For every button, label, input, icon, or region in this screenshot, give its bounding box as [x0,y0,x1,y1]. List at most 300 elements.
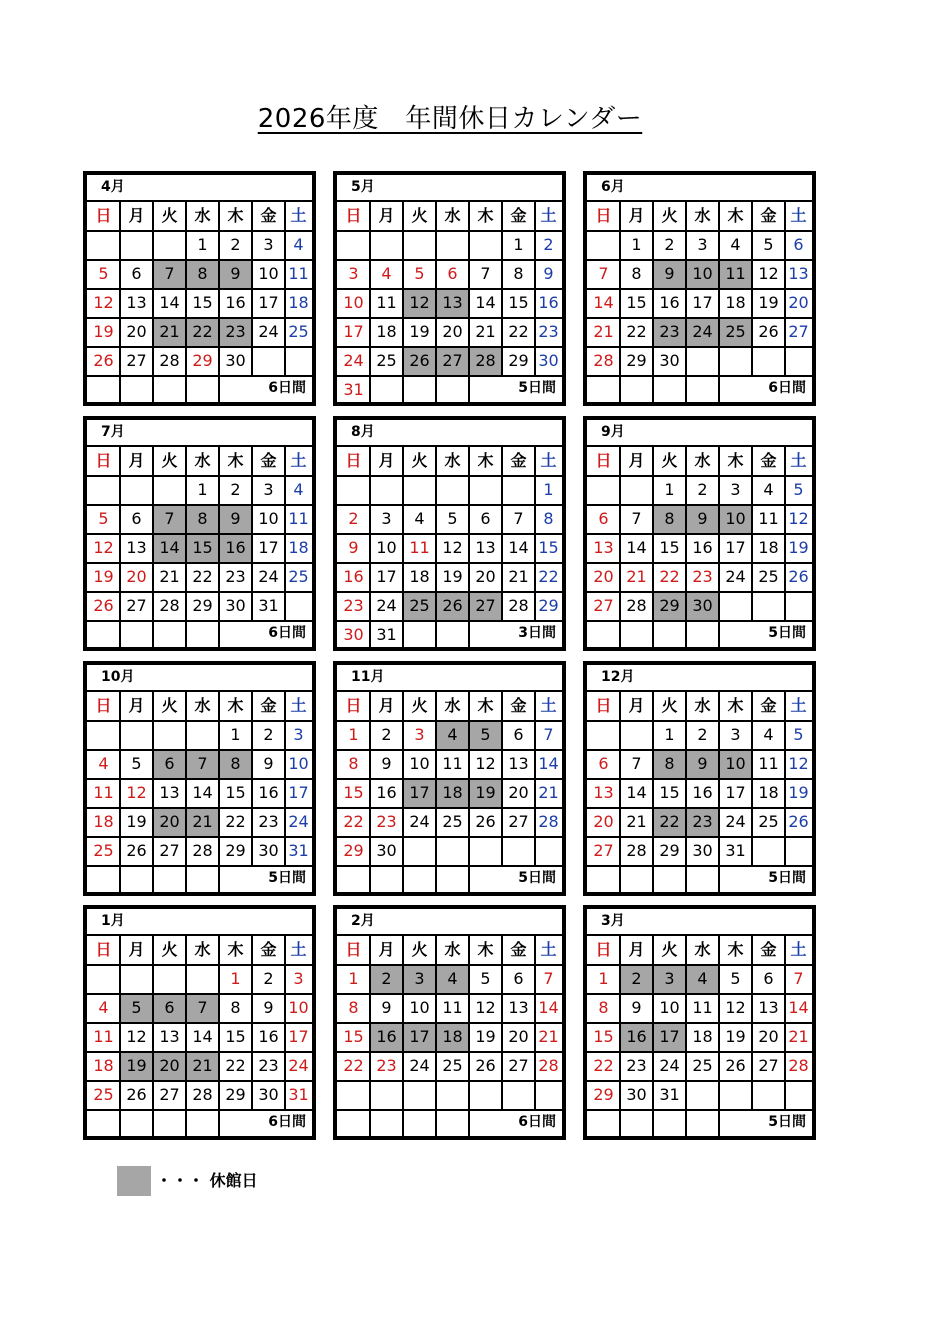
day-cell: 6 [513,969,524,988]
day-cell: 28 [469,347,502,376]
day-cell: 25 [403,592,436,621]
grid-line [119,447,121,647]
weekday-header: 金 [760,696,777,715]
day-cell: 21 [626,567,647,586]
weekday-header: 木 [477,696,494,715]
day-cell: 6 [131,509,142,528]
month-title: 1月 [87,909,312,936]
day-cell: 5 [447,509,458,528]
day-cell: 20 [758,1027,779,1046]
day-cell: 10 [343,293,364,312]
day-cell: 20 [475,567,496,586]
day-cell: 21 [593,322,614,341]
month-calendar [83,416,316,651]
day-cell: 20 [442,322,463,341]
day-cell: 20 [508,1027,529,1046]
day-cell: 17 [376,567,397,586]
grid-line [218,692,220,892]
day-cell: 25 [758,567,779,586]
day-cell: 28 [593,351,614,370]
day-cell: 18 [758,538,779,557]
grid-line [468,936,470,1136]
day-cell: 25 [442,812,463,831]
day-cell: 25 [288,322,309,341]
day-cell: 2 [620,965,653,994]
grid-line [119,936,121,1136]
month-total-days: 5日間 [268,870,306,886]
day-cell: 25 [442,1056,463,1075]
day-cell: 2 [664,235,675,254]
day-cell: 20 [153,808,186,837]
day-cell: 23 [376,1056,397,1075]
day-cell: 13 [159,1027,180,1046]
day-cell: 15 [593,1027,614,1046]
grid-line [369,202,371,402]
day-cell: 5 [131,754,142,773]
grid-line [218,447,220,647]
month-title: 8月 [337,420,562,447]
day-cell: 23 [653,318,686,347]
day-cell: 12 [788,509,809,528]
day-cell: 23 [258,812,279,831]
day-cell: 3 [730,725,741,744]
weekday-header: 日 [595,206,612,225]
day-cell: 26 [93,596,114,615]
weekday-header: 水 [194,940,211,959]
day-cell: 3 [263,480,274,499]
day-cell: 16 [620,1023,653,1052]
day-cell: 12 [725,998,746,1017]
day-cell: 14 [788,998,809,1017]
day-cell: 9 [219,505,252,534]
weekday-header: 木 [477,940,494,959]
day-cell: 22 [343,812,364,831]
day-cell: 21 [538,783,559,802]
month-day-grid [587,936,812,1136]
day-cell: 21 [475,322,496,341]
weekday-header: 日 [345,940,362,959]
day-cell: 13 [159,783,180,802]
day-cell: 16 [258,1027,279,1046]
day-cell: 25 [758,812,779,831]
grid-line [784,936,786,1110]
day-cell: 1 [230,969,241,988]
day-cell: 4 [381,264,392,283]
day-cell: 2 [230,480,241,499]
day-cell: 2 [370,965,403,994]
day-cell: 5 [730,969,741,988]
day-cell: 16 [538,293,559,312]
day-cell: 26 [126,1085,147,1104]
weekday-header: 水 [694,206,711,225]
grid-line [501,936,503,1110]
grid-line [685,447,687,647]
day-cell: 11 [409,538,430,557]
day-cell: 31 [725,841,746,860]
day-cell: 4 [414,509,425,528]
day-cell: 8 [653,505,686,534]
day-cell: 2 [348,509,359,528]
day-cell: 27 [508,1056,529,1075]
day-cell: 18 [725,293,746,312]
weekday-header: 金 [260,940,277,959]
day-cell: 23 [225,567,246,586]
day-cell: 16 [659,293,680,312]
grid-line [119,692,121,892]
weekday-header: 火 [161,451,178,470]
weekday-header: 土 [290,940,307,959]
day-cell: 19 [758,293,779,312]
day-cell: 14 [626,538,647,557]
grid-line [685,692,687,892]
month-calendar [333,416,566,651]
grid-line [369,447,371,647]
grid-line [251,447,253,621]
weekday-header: 火 [661,206,678,225]
day-cell: 18 [288,538,309,557]
month-title: 6月 [587,175,812,202]
weekday-header: 木 [227,451,244,470]
grid-line [468,202,470,402]
weekday-header: 水 [444,696,461,715]
weekday-header: 金 [510,206,527,225]
month-calendar [333,905,566,1140]
day-cell: 7 [186,994,219,1023]
day-cell: 20 [126,322,147,341]
day-cell: 29 [538,596,559,615]
day-cell: 28 [159,596,180,615]
day-cell: 4 [98,754,109,773]
day-cell: 23 [686,808,719,837]
day-cell: 6 [153,994,186,1023]
day-cell: 29 [593,1085,614,1104]
day-cell: 12 [93,293,114,312]
day-cell: 6 [153,750,186,779]
grid-line [534,936,536,1110]
day-cell: 29 [508,351,529,370]
day-cell: 15 [343,783,364,802]
day-cell: 22 [593,1056,614,1075]
month-calendar [333,661,566,896]
day-cell: 18 [692,1027,713,1046]
day-cell: 12 [475,754,496,773]
day-cell: 28 [788,1056,809,1075]
weekday-header: 土 [290,451,307,470]
grid-line [435,692,437,892]
month-total-days: 5日間 [518,870,556,886]
day-cell: 8 [513,264,524,283]
day-cell: 24 [343,351,364,370]
day-cell: 27 [126,351,147,370]
month-total-days: 5日間 [768,625,806,641]
day-cell: 14 [538,998,559,1017]
day-cell: 22 [225,812,246,831]
day-cell: 4 [763,480,774,499]
weekday-header: 水 [694,940,711,959]
weekday-header: 火 [411,206,428,225]
day-cell: 1 [348,725,359,744]
day-cell: 23 [626,1056,647,1075]
day-cell: 2 [263,725,274,744]
weekday-header: 土 [540,206,557,225]
grid-line [652,202,654,402]
day-cell: 10 [288,998,309,1017]
day-cell: 9 [631,998,642,1017]
day-cell: 6 [447,264,458,283]
weekday-header: 月 [128,451,145,470]
day-cell: 14 [192,783,213,802]
month-calendar [83,171,316,406]
grid-line [435,447,437,647]
day-cell: 27 [508,812,529,831]
day-cell: 13 [126,293,147,312]
day-cell: 5 [763,235,774,254]
grid-line [185,447,187,647]
grid-line [119,202,121,402]
weekday-header: 金 [760,940,777,959]
page-title [0,98,900,135]
day-cell: 19 [120,1052,153,1081]
month-total-days: 6日間 [768,380,806,396]
day-cell: 14 [626,783,647,802]
weekday-header: 土 [790,206,807,225]
day-cell: 30 [626,1085,647,1104]
day-cell: 17 [725,783,746,802]
day-cell: 24 [725,567,746,586]
day-cell: 15 [225,783,246,802]
weekday-header: 木 [727,206,744,225]
day-cell: 30 [659,351,680,370]
day-cell: 21 [159,567,180,586]
day-cell: 25 [376,351,397,370]
grid-line [284,692,286,866]
day-cell: 23 [376,812,397,831]
day-cell: 26 [475,1056,496,1075]
month-total-days: 3日間 [518,625,556,641]
month-title: 3月 [587,909,812,936]
month-day-grid [337,936,562,1136]
day-cell: 10 [719,505,752,534]
day-cell: 5 [469,721,502,750]
day-cell: 17 [692,293,713,312]
day-cell: 30 [376,841,397,860]
day-cell: 15 [343,1027,364,1046]
day-cell: 1 [664,480,675,499]
day-cell: 31 [343,380,364,399]
day-cell: 6 [513,725,524,744]
month-calendar [583,905,816,1140]
grid-line [218,936,220,1136]
day-cell: 9 [686,505,719,534]
day-cell: 10 [659,998,680,1017]
day-cell: 8 [230,998,241,1017]
day-cell: 31 [288,1085,309,1104]
day-cell: 3 [653,965,686,994]
weekday-header: 木 [477,206,494,225]
day-cell: 18 [93,812,114,831]
weekday-header: 日 [345,696,362,715]
day-cell: 4 [686,965,719,994]
day-cell: 1 [513,235,524,254]
day-cell: 28 [192,841,213,860]
day-cell: 15 [508,293,529,312]
grid-line [369,692,371,892]
day-cell: 21 [508,567,529,586]
day-cell: 10 [258,264,279,283]
day-cell: 3 [697,235,708,254]
day-cell: 26 [93,351,114,370]
grid-line [751,202,753,376]
month-day-grid [87,692,312,892]
day-cell: 6 [793,235,804,254]
day-cell: 29 [225,1085,246,1104]
month-total-days: 6日間 [268,380,306,396]
weekday-header: 木 [227,940,244,959]
day-cell: 2 [543,235,554,254]
grid-line [251,202,253,376]
day-cell: 30 [538,351,559,370]
weekday-header: 月 [628,206,645,225]
day-cell: 16 [692,783,713,802]
day-cell: 12 [126,783,147,802]
day-cell: 10 [686,260,719,289]
weekday-header: 火 [411,696,428,715]
grid-line [784,692,786,866]
day-cell: 18 [93,1056,114,1075]
weekday-header: 日 [595,696,612,715]
day-cell: 5 [98,264,109,283]
day-cell: 4 [436,721,469,750]
day-cell: 4 [293,235,304,254]
day-cell: 11 [288,509,309,528]
month-total-days: 5日間 [768,1114,806,1130]
day-cell: 12 [475,998,496,1017]
day-cell: 19 [469,779,502,808]
day-cell: 19 [475,1027,496,1046]
day-cell: 7 [513,509,524,528]
grid-line [185,936,187,1136]
day-cell: 17 [258,293,279,312]
day-cell: 28 [626,596,647,615]
day-cell: 16 [343,567,364,586]
day-cell: 28 [538,1056,559,1075]
day-cell: 12 [442,538,463,557]
grid-line [619,692,621,892]
day-cell: 8 [653,750,686,779]
month-calendar [83,905,316,1140]
day-cell: 16 [376,783,397,802]
day-cell: 27 [593,841,614,860]
weekday-header: 金 [260,206,277,225]
day-cell: 12 [93,538,114,557]
day-cell: 17 [403,1023,436,1052]
day-cell: 10 [719,750,752,779]
day-cell: 26 [475,812,496,831]
day-cell: 7 [153,260,186,289]
day-cell: 22 [659,567,680,586]
day-cell: 8 [348,754,359,773]
day-cell: 19 [93,567,114,586]
grid-line [435,936,437,1136]
day-cell: 30 [225,596,246,615]
month-day-grid [587,692,812,892]
weekday-header: 土 [790,940,807,959]
grid-line [751,692,753,866]
day-cell: 11 [93,1027,114,1046]
month-day-grid [337,692,562,892]
day-cell: 3 [293,969,304,988]
day-cell: 24 [288,812,309,831]
grid-line [402,202,404,402]
month-day-grid [87,936,312,1136]
grid-line [718,447,720,647]
grid-line [435,202,437,402]
grid-line [402,447,404,647]
day-cell: 3 [414,725,425,744]
day-cell: 4 [730,235,741,254]
weekday-header: 土 [790,451,807,470]
weekday-header: 月 [128,696,145,715]
weekday-header: 金 [510,451,527,470]
day-cell: 7 [631,509,642,528]
day-cell: 24 [659,1056,680,1075]
grid-line [619,936,621,1136]
day-cell: 11 [758,754,779,773]
day-cell: 11 [288,264,309,283]
day-cell: 3 [263,235,274,254]
weekday-header: 木 [477,451,494,470]
day-cell: 20 [508,783,529,802]
month-title: 12月 [587,665,812,692]
weekday-header: 日 [95,451,112,470]
day-cell: 21 [186,808,219,837]
grid-line [685,936,687,1136]
day-cell: 19 [126,812,147,831]
day-cell: 2 [263,969,274,988]
month-calendar [583,661,816,896]
day-cell: 30 [225,351,246,370]
day-cell: 10 [409,998,430,1017]
weekday-header: 火 [161,206,178,225]
day-cell: 23 [219,318,252,347]
day-cell: 26 [788,812,809,831]
day-cell: 9 [263,754,274,773]
day-cell: 14 [153,534,186,563]
day-cell: 8 [631,264,642,283]
day-cell: 10 [288,754,309,773]
weekday-header: 日 [595,940,612,959]
day-cell: 14 [475,293,496,312]
grid-line [152,447,154,647]
day-cell: 22 [225,1056,246,1075]
day-cell: 14 [508,538,529,557]
day-cell: 10 [409,754,430,773]
day-cell: 4 [98,998,109,1017]
day-cell: 3 [293,725,304,744]
day-cell: 2 [697,725,708,744]
day-cell: 25 [288,567,309,586]
day-cell: 18 [409,567,430,586]
month-day-grid [587,202,812,402]
weekday-header: 土 [790,696,807,715]
day-cell: 3 [730,480,741,499]
day-cell: 26 [758,322,779,341]
day-cell: 28 [508,596,529,615]
grid-line [718,202,720,402]
day-cell: 3 [348,264,359,283]
grid-line [185,692,187,892]
grid-line [152,202,154,402]
